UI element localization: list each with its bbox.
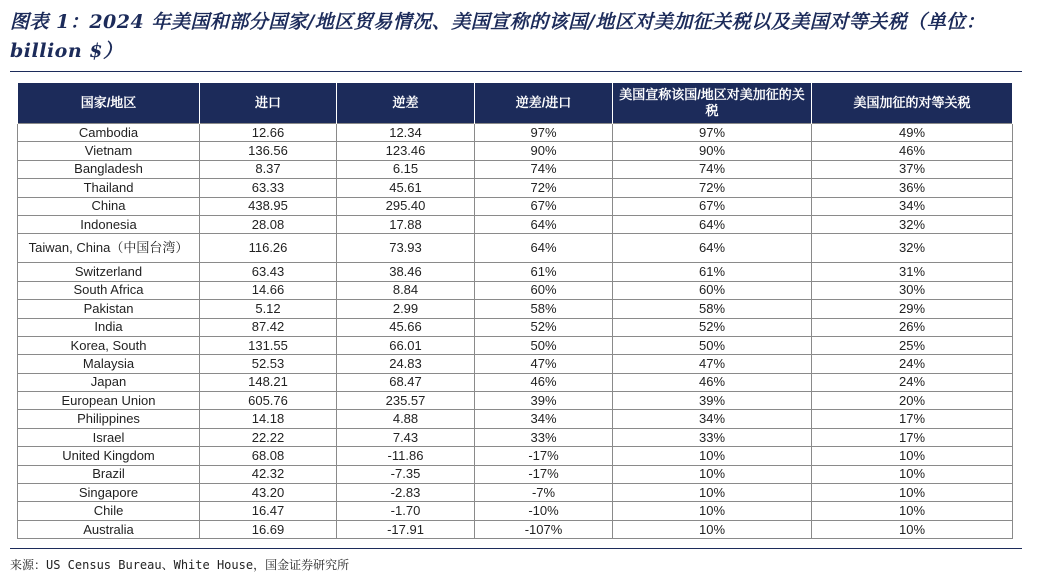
cell-deficit: 17.88	[337, 215, 475, 233]
cell-claimed-tariff: 33%	[613, 428, 812, 446]
table-row	[18, 142, 1013, 160]
cell-imports: 43.20	[200, 484, 337, 502]
cell-deficit-ratio: -10%	[475, 502, 613, 520]
cell-deficit-ratio: 33%	[475, 428, 613, 446]
cell-imports: 5.12	[200, 300, 337, 318]
cell-deficit-ratio: 90%	[475, 142, 613, 160]
cell-imports: 52.53	[200, 355, 337, 373]
cell-imports: 14.18	[200, 410, 337, 428]
cell-deficit: 7.43	[337, 428, 475, 446]
cell-imports: 28.08	[200, 215, 337, 233]
cell-deficit: 4.88	[337, 410, 475, 428]
cell-claimed-tariff: 47%	[613, 355, 812, 373]
cell-country: Brazil	[18, 465, 200, 483]
column-header-reciprocal-tariff: 美国加征的对等关税	[812, 83, 1013, 124]
cell-country: Pakistan	[18, 300, 200, 318]
cell-imports: 14.66	[200, 281, 337, 299]
cell-deficit: 38.46	[337, 263, 475, 281]
cell-imports: 116.26	[200, 234, 337, 263]
cell-deficit: 2.99	[337, 300, 475, 318]
table-row	[18, 484, 1013, 502]
cell-claimed-tariff: 10%	[613, 520, 812, 538]
cell-deficit-ratio: 64%	[475, 234, 613, 263]
cell-claimed-tariff: 58%	[613, 300, 812, 318]
cell-deficit-ratio: 58%	[475, 300, 613, 318]
cell-imports: 12.66	[200, 124, 337, 142]
cell-claimed-tariff: 72%	[613, 179, 812, 197]
cell-reciprocal-tariff: 32%	[812, 215, 1013, 233]
cell-deficit: 6.15	[337, 160, 475, 178]
cell-country: European Union	[18, 392, 200, 410]
cell-deficit-ratio: 64%	[475, 215, 613, 233]
cell-deficit-ratio: -107%	[475, 520, 613, 538]
cell-deficit-ratio: -7%	[475, 484, 613, 502]
cell-country: Singapore	[18, 484, 200, 502]
cell-country: Thailand	[18, 179, 200, 197]
cell-reciprocal-tariff: 34%	[812, 197, 1013, 215]
footer-divider	[10, 548, 1022, 549]
table-row	[18, 160, 1013, 178]
cell-imports: 148.21	[200, 373, 337, 391]
cell-deficit: 68.47	[337, 373, 475, 391]
title-divider	[10, 71, 1022, 72]
cell-deficit: 66.01	[337, 336, 475, 354]
table-row	[18, 281, 1013, 299]
cell-imports: 16.69	[200, 520, 337, 538]
cell-reciprocal-tariff: 10%	[812, 520, 1013, 538]
cell-claimed-tariff: 64%	[613, 215, 812, 233]
cell-claimed-tariff: 52%	[613, 318, 812, 336]
cell-deficit: 12.34	[337, 124, 475, 142]
cell-claimed-tariff: 10%	[613, 465, 812, 483]
cell-country: Israel	[18, 428, 200, 446]
cell-deficit: 235.57	[337, 392, 475, 410]
cell-country: Cambodia	[18, 124, 200, 142]
cell-reciprocal-tariff: 10%	[812, 502, 1013, 520]
cell-country: Indonesia	[18, 215, 200, 233]
cell-claimed-tariff: 10%	[613, 447, 812, 465]
cell-deficit-ratio: 50%	[475, 336, 613, 354]
cell-country: Taiwan, China（中国台湾）	[18, 234, 200, 263]
cell-reciprocal-tariff: 26%	[812, 318, 1013, 336]
trade-tariff-table	[17, 83, 1013, 539]
cell-deficit-ratio: 47%	[475, 355, 613, 373]
column-header-imports: 进口	[200, 83, 337, 124]
cell-deficit: 8.84	[337, 281, 475, 299]
cell-deficit-ratio: 74%	[475, 160, 613, 178]
column-header-deficit: 逆差	[337, 83, 475, 124]
cell-imports: 63.33	[200, 179, 337, 197]
cell-reciprocal-tariff: 36%	[812, 179, 1013, 197]
cell-deficit: -11.86	[337, 447, 475, 465]
table-row	[18, 300, 1013, 318]
cell-claimed-tariff: 34%	[613, 410, 812, 428]
cell-country: Vietnam	[18, 142, 200, 160]
cell-country: India	[18, 318, 200, 336]
cell-imports: 438.95	[200, 197, 337, 215]
cell-imports: 605.76	[200, 392, 337, 410]
table-row	[18, 502, 1013, 520]
cell-deficit-ratio: 67%	[475, 197, 613, 215]
cell-deficit: 123.46	[337, 142, 475, 160]
cell-claimed-tariff: 39%	[613, 392, 812, 410]
table-row	[18, 215, 1013, 233]
table-row	[18, 179, 1013, 197]
table-row	[18, 428, 1013, 446]
cell-reciprocal-tariff: 10%	[812, 484, 1013, 502]
cell-claimed-tariff: 97%	[613, 124, 812, 142]
cell-deficit-ratio: -17%	[475, 447, 613, 465]
cell-deficit-ratio: 34%	[475, 410, 613, 428]
cell-country: Philippines	[18, 410, 200, 428]
cell-deficit-ratio: 60%	[475, 281, 613, 299]
cell-reciprocal-tariff: 49%	[812, 124, 1013, 142]
cell-claimed-tariff: 74%	[613, 160, 812, 178]
cell-imports: 131.55	[200, 336, 337, 354]
column-header-deficit-ratio: 逆差/进口	[475, 83, 613, 124]
cell-reciprocal-tariff: 24%	[812, 355, 1013, 373]
cell-country: South Africa	[18, 281, 200, 299]
cell-deficit: 24.83	[337, 355, 475, 373]
cell-claimed-tariff: 60%	[613, 281, 812, 299]
cell-imports: 68.08	[200, 447, 337, 465]
cell-country: Korea, South	[18, 336, 200, 354]
cell-country: Malaysia	[18, 355, 200, 373]
table-row	[18, 410, 1013, 428]
source-note: 来源：US Census Bureau、White House，国金证券研究所	[10, 558, 350, 572]
table-row	[18, 520, 1013, 538]
cell-claimed-tariff: 10%	[613, 484, 812, 502]
cell-claimed-tariff: 67%	[613, 197, 812, 215]
cell-imports: 136.56	[200, 142, 337, 160]
cell-deficit-ratio: 61%	[475, 263, 613, 281]
cell-country: China	[18, 197, 200, 215]
table-row	[18, 465, 1013, 483]
figure-title: 图表 1：2024 年美国和部分国家/地区贸易情况、美国宣称的该国/地区对美加征关税以及美国对等关税（单位：billion $）	[10, 11, 986, 62]
table-row	[18, 447, 1013, 465]
cell-reciprocal-tariff: 25%	[812, 336, 1013, 354]
column-header-claimed-tariff: 美国宣称该国/地区对美加征的关税	[613, 83, 812, 124]
table-row	[18, 124, 1013, 142]
cell-reciprocal-tariff: 24%	[812, 373, 1013, 391]
cell-imports: 16.47	[200, 502, 337, 520]
cell-deficit-ratio: 52%	[475, 318, 613, 336]
cell-deficit-ratio: 46%	[475, 373, 613, 391]
cell-imports: 8.37	[200, 160, 337, 178]
cell-reciprocal-tariff: 30%	[812, 281, 1013, 299]
cell-claimed-tariff: 64%	[613, 234, 812, 263]
cell-claimed-tariff: 46%	[613, 373, 812, 391]
cell-imports: 63.43	[200, 263, 337, 281]
cell-imports: 87.42	[200, 318, 337, 336]
table-row	[18, 263, 1013, 281]
cell-claimed-tariff: 90%	[613, 142, 812, 160]
cell-reciprocal-tariff: 32%	[812, 234, 1013, 263]
cell-reciprocal-tariff: 17%	[812, 428, 1013, 446]
cell-reciprocal-tariff: 46%	[812, 142, 1013, 160]
table-row	[18, 318, 1013, 336]
cell-deficit: 73.93	[337, 234, 475, 263]
cell-imports: 22.22	[200, 428, 337, 446]
cell-country: Chile	[18, 502, 200, 520]
cell-reciprocal-tariff: 17%	[812, 410, 1013, 428]
cell-reciprocal-tariff: 10%	[812, 447, 1013, 465]
cell-claimed-tariff: 50%	[613, 336, 812, 354]
cell-reciprocal-tariff: 37%	[812, 160, 1013, 178]
cell-deficit-ratio: 39%	[475, 392, 613, 410]
table-row	[18, 373, 1013, 391]
table-header-row	[18, 83, 1013, 124]
column-header-country: 国家/地区	[18, 83, 200, 124]
cell-country: Bangladesh	[18, 160, 200, 178]
cell-deficit-ratio: 72%	[475, 179, 613, 197]
table-row	[18, 234, 1013, 263]
cell-reciprocal-tariff: 31%	[812, 263, 1013, 281]
cell-country: United Kingdom	[18, 447, 200, 465]
cell-reciprocal-tariff: 29%	[812, 300, 1013, 318]
cell-deficit: 45.61	[337, 179, 475, 197]
cell-deficit-ratio: -17%	[475, 465, 613, 483]
cell-claimed-tariff: 10%	[613, 502, 812, 520]
cell-reciprocal-tariff: 20%	[812, 392, 1013, 410]
cell-deficit-ratio: 97%	[475, 124, 613, 142]
cell-deficit: -17.91	[337, 520, 475, 538]
cell-deficit: 295.40	[337, 197, 475, 215]
table-row	[18, 336, 1013, 354]
cell-country: Japan	[18, 373, 200, 391]
table-row	[18, 392, 1013, 410]
cell-deficit: -1.70	[337, 502, 475, 520]
cell-deficit: -2.83	[337, 484, 475, 502]
cell-imports: 42.32	[200, 465, 337, 483]
cell-reciprocal-tariff: 10%	[812, 465, 1013, 483]
cell-country: Switzerland	[18, 263, 200, 281]
table-row	[18, 355, 1013, 373]
table-body	[18, 124, 1013, 539]
table-row	[18, 197, 1013, 215]
cell-country: Australia	[18, 520, 200, 538]
cell-deficit: -7.35	[337, 465, 475, 483]
cell-deficit: 45.66	[337, 318, 475, 336]
cell-claimed-tariff: 61%	[613, 263, 812, 281]
